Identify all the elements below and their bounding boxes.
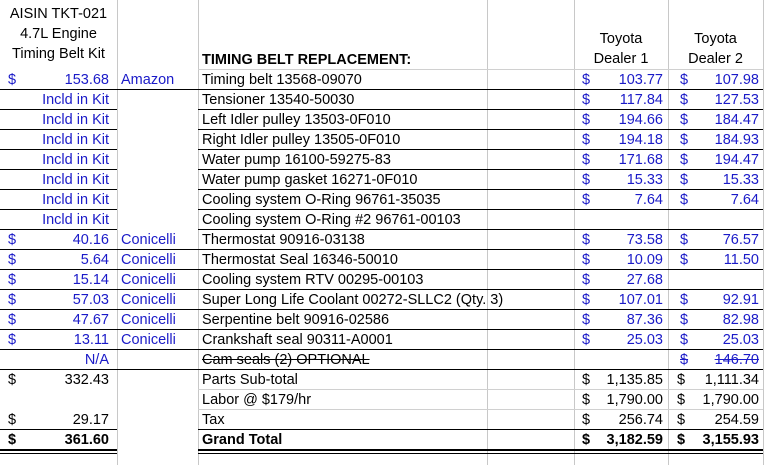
kit-dollar-sign: $: [8, 232, 17, 248]
dealer2-dollar-sign: $: [680, 252, 689, 268]
dealer2-price: 194.47: [714, 152, 759, 168]
dealer1-price: 103.77: [618, 72, 663, 88]
dealer2-price: 11.50: [723, 252, 759, 268]
part-description: Thermostat 90916-03138: [202, 232, 365, 248]
kit-price: Incld in Kit: [42, 212, 109, 228]
dealer2-total: 1,111.34: [704, 372, 759, 388]
part-description: Timing belt 13568-09070: [202, 72, 362, 88]
dealer2-price: 7.64: [730, 192, 759, 208]
kit-dollar-sign: $: [8, 372, 17, 388]
total-label: Tax: [202, 412, 225, 428]
dealer1-dollar-sign: $: [582, 332, 591, 348]
dealer2-price: 25.03: [722, 332, 759, 348]
part-description: Tensioner 13540-50030: [202, 92, 355, 108]
kit-dollar-sign: $: [8, 312, 17, 328]
total-label: Labor @ $179/hr: [202, 392, 312, 408]
dealer2-total: 254.59: [714, 412, 759, 428]
gridline: [763, 0, 764, 465]
dealer1-dollar-sign: $: [582, 192, 591, 208]
source-vendor: Conicelli: [121, 292, 176, 308]
dealer1-dollar-sign: $: [582, 172, 591, 188]
part-description: Cooling system RTV 00295-00103: [202, 272, 424, 288]
kit-dollar-sign: $: [8, 432, 17, 448]
kit-price: 57.03: [72, 292, 109, 308]
kit-price: N/A: [84, 352, 109, 368]
dealer2-dollar-sign: $: [677, 412, 686, 428]
dealer2-dollar-sign: $: [680, 312, 689, 328]
kit-price: 13.11: [73, 332, 109, 348]
dealer2-dollar-sign: $: [680, 292, 689, 308]
dealer1-dollar-sign: $: [582, 312, 591, 328]
kit-dollar-sign: $: [8, 272, 17, 288]
part-description: Water pump gasket 16271-0F010: [202, 172, 418, 188]
row-border: [198, 453, 763, 454]
dealer2-dollar-sign: $: [680, 132, 689, 148]
kit-header: [0, 4, 117, 64]
part-description: Cooling system O-Ring 96761-35035: [202, 192, 441, 208]
dealer1-total: 256.74: [618, 412, 663, 428]
dealer1-header-line: Toyota: [599, 31, 643, 47]
dealer2-dollar-sign: $: [680, 332, 689, 348]
source-vendor: Amazon: [121, 72, 175, 88]
dealer1-dollar-sign: $: [582, 112, 591, 128]
dealer2-dollar-sign: $: [677, 432, 686, 448]
part-description: Serpentine belt 90916-02586: [202, 312, 390, 328]
part-description: Water pump 16100-59275-83: [202, 152, 391, 168]
kit-total: 361.60: [64, 432, 109, 448]
dealer1-total: 3,182.59: [606, 432, 663, 448]
dealer1-header: [574, 29, 668, 69]
kit-dollar-sign: $: [8, 252, 17, 268]
kit-price: Incld in Kit: [42, 172, 109, 188]
kit-price: 5.64: [80, 252, 109, 268]
row-border: [0, 449, 117, 451]
dealer2-price: 146.70: [714, 352, 759, 368]
dealer1-dollar-sign: $: [582, 252, 591, 268]
gridline: [117, 0, 118, 465]
kit-header-line: AISIN TKT-021: [9, 6, 108, 22]
source-vendor: Conicelli: [121, 252, 176, 268]
dealer2-dollar-sign: $: [677, 372, 686, 388]
part-description: Super Long Life Coolant 00272-SLLC2 (Qty. 3): [202, 292, 504, 308]
dealer2-price: 15.33: [722, 172, 759, 188]
dealer1-header-line: Dealer 1: [593, 51, 649, 67]
dealer1-dollar-sign: $: [582, 272, 591, 288]
dealer1-dollar-sign: $: [582, 232, 591, 248]
dealer1-price: 7.64: [634, 192, 663, 208]
dealer1-price: 194.66: [618, 112, 663, 128]
part-description: Cooling system O-Ring #2 96761-00103: [202, 212, 461, 228]
dealer2-dollar-sign: $: [680, 352, 689, 368]
dealer1-dollar-sign: $: [582, 152, 591, 168]
dealer1-dollar-sign: $: [582, 92, 591, 108]
dealer2-price: 127.53: [714, 92, 759, 108]
source-vendor: Conicelli: [121, 332, 176, 348]
source-vendor: Conicelli: [121, 272, 176, 288]
dealer2-header-line: Toyota: [694, 31, 737, 47]
row-border: [0, 453, 117, 454]
kit-dollar-sign: $: [8, 72, 17, 88]
dealer2-dollar-sign: $: [680, 232, 689, 248]
dealer2-total: 3,155.93: [702, 432, 759, 448]
dealer1-dollar-sign: $: [582, 132, 591, 148]
dealer2-total: 1,790.00: [702, 392, 759, 408]
dealer2-dollar-sign: $: [680, 152, 689, 168]
page-title: TIMING BELT REPLACEMENT:: [202, 52, 412, 68]
dealer1-price: 171.68: [618, 152, 663, 168]
source-vendor: Conicelli: [121, 232, 176, 248]
dealer2-price: 184.47: [714, 112, 759, 128]
dealer1-total: 1,790.00: [606, 392, 663, 408]
kit-header-line: Timing Belt Kit: [12, 46, 105, 62]
total-label: Grand Total: [202, 432, 283, 448]
source-vendor: Conicelli: [121, 312, 176, 328]
part-description: Right Idler pulley 13505-0F010: [202, 132, 401, 148]
dealer1-dollar-sign: $: [582, 72, 591, 88]
kit-price: Incld in Kit: [42, 192, 109, 208]
kit-price: 40.16: [72, 232, 109, 248]
dealer2-dollar-sign: $: [680, 112, 689, 128]
kit-header-line: 4.7L Engine: [20, 26, 97, 42]
row-border: [117, 349, 198, 350]
dealer2-dollar-sign: $: [680, 172, 689, 188]
dealer1-dollar-sign: $: [582, 292, 591, 308]
kit-total: 332.43: [64, 372, 109, 388]
dealer1-price: 10.09: [626, 252, 663, 268]
dealer1-price: 117.84: [619, 92, 663, 108]
dealer2-dollar-sign: $: [680, 92, 689, 108]
dealer1-price: 27.68: [626, 272, 663, 288]
kit-price: 47.67: [72, 312, 109, 328]
dealer1-price: 15.33: [626, 172, 663, 188]
kit-price: 153.68: [64, 72, 109, 88]
dealer1-dollar-sign: $: [582, 392, 591, 408]
dealer1-dollar-sign: $: [582, 432, 591, 448]
dealer2-price: 76.57: [722, 232, 759, 248]
dealer2-price: 92.91: [722, 292, 759, 308]
kit-price: Incld in Kit: [42, 112, 109, 128]
dealer2-price: 82.98: [722, 312, 759, 328]
part-description: Thermostat Seal 16346-50010: [202, 252, 398, 268]
kit-total: 29.17: [72, 412, 109, 428]
kit-dollar-sign: $: [8, 412, 17, 428]
dealer2-header-line: Dealer 2: [688, 51, 743, 67]
row-border: [117, 89, 198, 90]
part-description: Cam seals (2) OPTIONAL: [202, 352, 370, 368]
dealer2-price: 184.93: [714, 132, 759, 148]
dealer2-dollar-sign: $: [680, 72, 689, 88]
dealer1-total: 1,135.85: [606, 372, 663, 388]
dealer1-price: 73.58: [626, 232, 663, 248]
dealer2-price: 107.98: [714, 72, 759, 88]
row-border: [198, 449, 763, 451]
dealer1-price: 25.03: [626, 332, 663, 348]
dealer1-price: 194.18: [618, 132, 663, 148]
dealer2-dollar-sign: $: [677, 392, 686, 408]
total-label: Parts Sub-total: [202, 372, 298, 388]
dealer2-dollar-sign: $: [680, 192, 689, 208]
dealer1-dollar-sign: $: [582, 412, 591, 428]
kit-price: 15.14: [72, 272, 109, 288]
kit-dollar-sign: $: [8, 292, 17, 308]
dealer2-header: [668, 29, 763, 69]
dealer1-dollar-sign: $: [582, 372, 591, 388]
dealer1-price: 107.01: [618, 292, 663, 308]
part-description: Left Idler pulley 13503-0F010: [202, 112, 391, 128]
kit-price: Incld in Kit: [42, 92, 109, 108]
kit-dollar-sign: $: [8, 332, 17, 348]
kit-price: Incld in Kit: [42, 132, 109, 148]
part-description: Crankshaft seal 90311-A0001: [202, 332, 393, 348]
dealer1-price: 87.36: [626, 312, 663, 328]
kit-price: Incld in Kit: [42, 152, 109, 168]
